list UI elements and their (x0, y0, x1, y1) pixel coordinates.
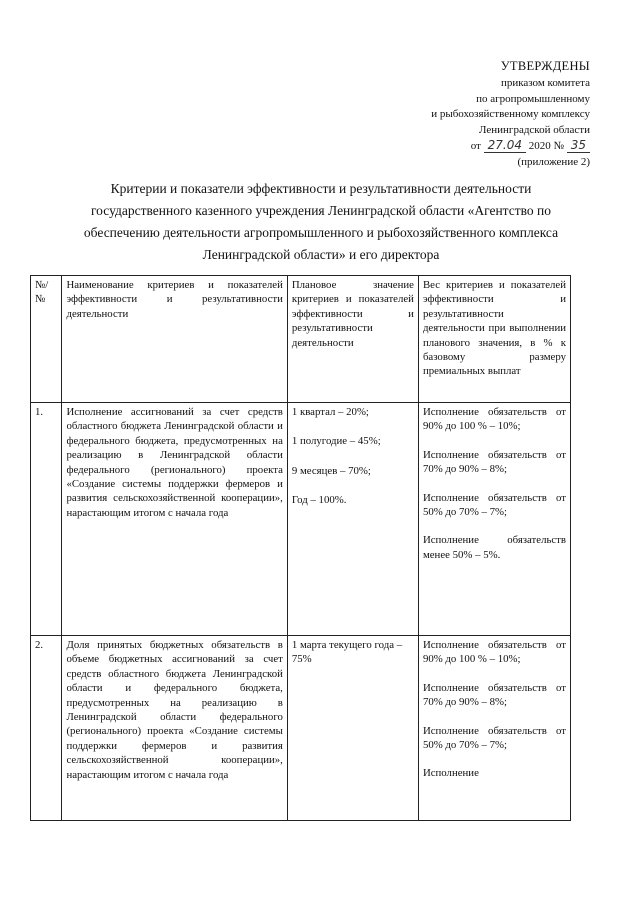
table-row (31, 403, 571, 636)
approval-appendix: (приложение 2) (517, 155, 590, 168)
approval-line-2: по агропромышленному (476, 92, 590, 105)
row-plan (287, 636, 418, 821)
row-plan (287, 403, 418, 636)
plan-item: 1 полугодие – 45%; (291, 435, 381, 448)
approval-date-line (431, 138, 590, 155)
weight-item: Исполнение (422, 767, 479, 780)
weight-item: Исполнение обязательств от 50% до 70% – 7%; (422, 724, 566, 752)
handwritten-number: 35 (567, 138, 590, 153)
row-criterion: Доля принятых бюджетных обязательств в объеме бюджетных ассигнований за счет средств областного бюджета Ленинградской области и федерального бюджета, предусмотренных на реализацию в Ленинградской области федерального (регионального) проекта «Создание системы поддержки фермеров и развития сельскохозяйственной кооперации», нарастающим итогом с начала года (62, 636, 287, 821)
date-prefix: от (470, 140, 481, 152)
document-title: Критерии и показатели эффективности и результативности деятельности государственного казенного учреждения Ленинградской области «Агентство по обеспечению деятельности агропромышленного и рыбохозяйственного комплекса Ленинградской области» и его директора (83, 181, 559, 262)
table-header-row (31, 276, 571, 403)
handwritten-date: 27.04 (484, 138, 526, 153)
weight-item: Исполнение обязательств от 90% до 100 % – 10%; (422, 406, 566, 433)
plan-item: 1 марта текущего года – 75% (291, 639, 403, 666)
row-number: 2. (31, 636, 62, 821)
weight-item: Исполнение обязательств менее 50% – 5%. (422, 534, 566, 561)
weight-item: Исполнение обязательств от 70% до 90% – 8%; (422, 448, 566, 476)
row-criterion: Исполнение ассигнований за счет средств областного бюджета Ленинградской области и федерального бюджета, предусмотренных на реализацию в Ленинградской области федерального (регионального) проекта «Создание системы поддержки фермеров и развития сельскохозяйственной кооперации», нарастающим итогом с начала года (62, 403, 287, 636)
table-row (31, 636, 571, 821)
header-criterion: Наименование критериев и показателей эффективности и результативности деятельности (62, 276, 287, 403)
approval-heading: УТВЕРЖДЕНЫ (500, 59, 590, 73)
header-plan: Плановое значение критериев и показателей эффективности и результативности деятельности (287, 276, 418, 403)
header-number: №/№ (31, 276, 62, 403)
plan-item: Год – 100%. (291, 494, 347, 507)
weight-item: Исполнение обязательств от 70% до 90% – 8%; (422, 681, 566, 709)
row-weights (418, 403, 570, 636)
plan-item: 1 квартал – 20%; (291, 406, 369, 418)
weight-item: Исполнение обязательств от 50% до 70% – 7%; (422, 491, 566, 519)
weight-item: Исполнение обязательств от 90% до 100 % – 10%; (422, 639, 566, 666)
plan-item: 9 месяцев – 70%; (291, 464, 371, 477)
approval-line-3: и рыбохозяйственному комплексу (431, 108, 590, 120)
header-weight: Вес критериев и показателей эффективности и результативности деятельности при выполнении планового значения, в % к базовому размеру премиальных выплат (418, 276, 570, 403)
approval-block (431, 58, 590, 170)
approval-line-4: Ленинградской области (479, 123, 590, 136)
row-weights (418, 636, 570, 821)
criteria-table (30, 275, 571, 821)
date-year: 2020 № (528, 140, 564, 152)
row-number: 1. (31, 403, 62, 636)
approval-line-1: приказом комитета (500, 77, 590, 89)
